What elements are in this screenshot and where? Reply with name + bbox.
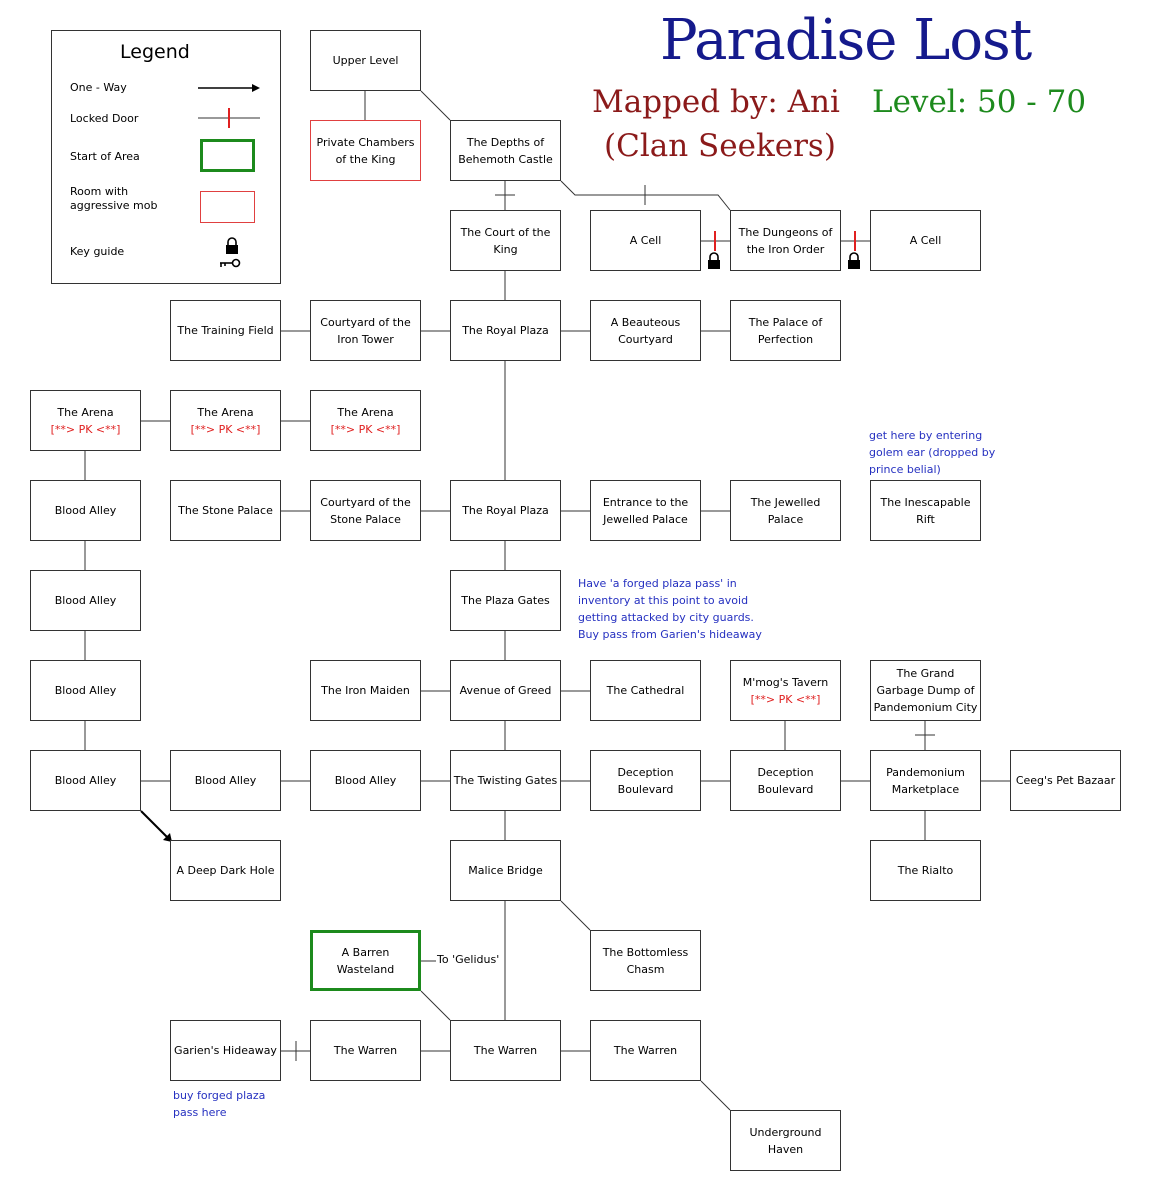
room-blood-alley-5[interactable] [170,750,281,811]
room-courtyard-stone-palace[interactable] [310,480,421,541]
room-private-chambers[interactable] [310,120,421,181]
room-label: The Bottomless Chasm [602,945,689,976]
room-courtyard-iron-tower[interactable] [310,300,421,361]
aggressive-room-swatch [200,191,255,223]
room-plaza-gates[interactable] [450,570,561,631]
level-range: Level: 50 - 70 [872,84,1087,120]
room-warren-center[interactable] [450,1020,561,1081]
room-label: The Jewelled Palace [750,495,821,526]
room-iron-maiden[interactable] [310,660,421,721]
room-label: The Warren [613,1044,678,1057]
room-label: Garien's Hideaway [174,1044,277,1057]
legend-title: Legend [120,41,190,63]
pk-tag: [**> PK <**] [330,422,401,436]
room-training-field[interactable] [170,300,281,361]
room-bottomless-chasm[interactable] [590,930,701,991]
map-title: Paradise Lost [660,8,1032,73]
mapped-by-credit: Mapped by: Ani [592,84,840,120]
room-label: Upper Level [332,54,399,67]
room-blood-alley-4[interactable] [30,750,141,811]
room-label: Blood Alley [334,774,397,787]
room-gariens-hideaway[interactable] [170,1020,281,1081]
room-label: The Arena [337,405,394,419]
room-label: Malice Bridge [468,864,543,877]
room-underground-haven[interactable] [730,1110,841,1171]
pk-tag: [**> PK <**] [750,692,821,706]
room-label: A Beauteous Courtyard [610,315,681,346]
room-label: The Court of the King [460,225,551,256]
pk-tag: [**> PK <**] [190,422,261,436]
room-rialto[interactable] [870,840,981,901]
room-grand-garbage-dump[interactable] [870,660,981,721]
room-pandemonium-marketplace[interactable] [870,750,981,811]
room-royal-plaza-south[interactable] [450,480,561,541]
room-malice-bridge[interactable] [450,840,561,901]
room-blood-alley-1[interactable] [30,480,141,541]
room-label: Deception Boulevard [757,765,814,796]
room-label: The Arena [197,405,254,419]
room-label: The Twisting Gates [453,774,558,787]
legend-key-guide-label: Key guide [70,245,125,258]
room-label: Deception Boulevard [617,765,674,796]
room-dungeons-iron-order[interactable] [730,210,841,271]
room-upper-level[interactable] [310,30,421,91]
room-blood-alley-3[interactable] [30,660,141,721]
room-label: Underground Haven [749,1125,822,1156]
room-label: The Rialto [897,864,954,877]
room-label: The Royal Plaza [462,504,549,517]
room-label: Courtyard of the Stone Palace [320,495,411,526]
room-barren-wasteland[interactable] [310,930,421,991]
to-gelidus-exit: To 'Gelidus' [437,953,500,966]
room-depths-behemoth-castle[interactable] [450,120,561,181]
room-label: Blood Alley [54,774,117,787]
room-twisting-gates[interactable] [450,750,561,811]
room-label: Private Chambers of the King [316,135,415,166]
room-label: The Arena [57,405,114,419]
room-label: The Inescapable Rift [880,495,971,526]
room-label: A Cell [629,234,662,247]
room-label: A Barren Wasteland [336,945,395,976]
pk-tag: [**> PK <**] [50,422,121,436]
arrow-right-icon [192,80,262,96]
room-label: The Warren [333,1044,398,1057]
room-label: The Iron Maiden [321,684,410,697]
room-label: The Warren [473,1044,538,1057]
garien-note: buy forged plaza pass here [173,1089,266,1119]
legend-one-way-label: One - Way [70,81,127,94]
room-label: The Stone Palace [178,504,273,517]
room-arena-2[interactable] [170,390,281,451]
room-cell-left[interactable] [590,210,701,271]
legend-aggressive-label: Room with aggressive mob [70,185,158,212]
room-label: A Deep Dark Hole [176,864,275,877]
room-palace-of-perfection[interactable] [730,300,841,361]
clan-credit: (Clan Seekers) [604,128,836,164]
locked-door-icon [192,105,262,131]
room-label: Blood Alley [54,594,117,607]
room-beauteous-courtyard[interactable] [590,300,701,361]
legend-start-label: Start of Area [70,150,140,163]
room-label: The Palace of Perfection [748,315,823,346]
room-label: Blood Alley [54,504,117,517]
room-label: The Training Field [177,324,274,337]
room-label: The Plaza Gates [461,594,550,607]
plaza-pass-note: Have 'a forged plaza pass' in inventory at this point to avoid getting attacked by city guards. Buy pass from Garien's hideaway [578,577,762,641]
room-cathedral[interactable] [590,660,701,721]
room-label: Pandemonium Marketplace [886,765,965,796]
room-label: Avenue of Greed [459,684,552,697]
room-label: M'mog's Tavern [742,675,829,689]
room-ceegs-pet-bazaar[interactable] [1010,750,1121,811]
room-deception-boulevard-1[interactable] [590,750,701,811]
room-royal-plaza-north[interactable] [450,300,561,361]
room-label: The Grand Garbage Dump of Pandemonium City [873,667,978,714]
legend [51,30,281,284]
room-label: Ceeg's Pet Bazaar [1015,774,1116,787]
room-label: A Cell [909,234,942,247]
room-jewelled-palace[interactable] [730,480,841,541]
room-entrance-jewelled-palace[interactable] [590,480,701,541]
key-icon [216,255,246,271]
room-label: The Cathedral [606,684,685,697]
room-court-of-the-king[interactable] [450,210,561,271]
room-label: Entrance to the Jewelled Palace [602,495,689,526]
room-label: Courtyard of the Iron Tower [320,315,411,346]
room-label: The Dungeons of the Iron Order [738,225,833,256]
room-arena-3[interactable] [310,390,421,451]
room-arena-1[interactable] [30,390,141,451]
room-cell-right[interactable] [870,210,981,271]
room-label: The Depths of Behemoth Castle [458,135,553,166]
start-area-swatch [200,139,255,172]
room-label: Blood Alley [54,684,117,697]
room-label: The Royal Plaza [462,324,549,337]
room-deep-dark-hole[interactable] [170,840,281,901]
room-deception-boulevard-2[interactable] [730,750,841,811]
room-inescapable-rift[interactable] [870,480,981,541]
room-warren-west[interactable] [310,1020,421,1081]
room-stone-palace[interactable] [170,480,281,541]
legend-locked-door-label: Locked Door [70,112,139,125]
room-avenue-of-greed[interactable] [450,660,561,721]
room-label: Blood Alley [194,774,257,787]
rift-note: get here by entering golem ear (dropped by prince belial) [869,429,996,476]
room-blood-alley-6[interactable] [310,750,421,811]
room-warren-east[interactable] [590,1020,701,1081]
room-mmog-tavern[interactable] [730,660,841,721]
room-blood-alley-2[interactable] [30,570,141,631]
